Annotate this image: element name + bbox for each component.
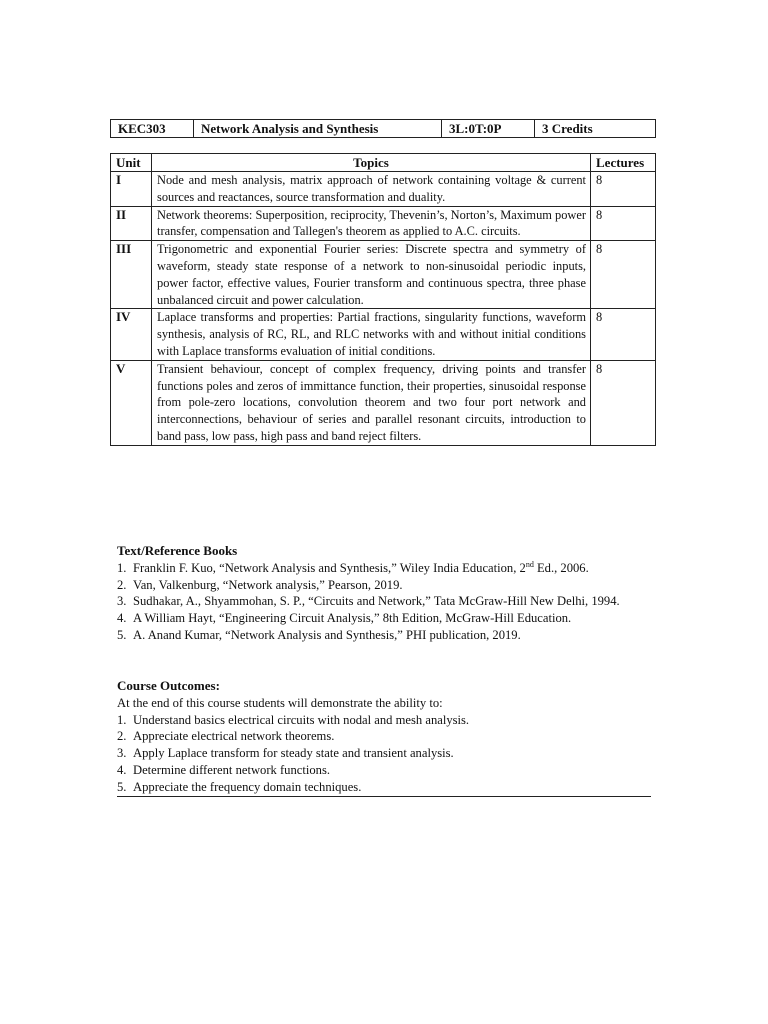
books-section bbox=[117, 543, 650, 644]
syllabus-row-unit-4 bbox=[111, 309, 656, 360]
outcome-item bbox=[117, 762, 650, 779]
book-item bbox=[117, 560, 650, 577]
book-text: A William Hayt, “Engineering Circuit Analysis,” 8th Edition, McGraw-Hill Education. bbox=[133, 611, 572, 626]
course-header-row bbox=[111, 120, 656, 138]
book-text: A. Anand Kumar, “Network Analysis and Synthesis,” PHI publication, 2019. bbox=[133, 627, 521, 642]
outcome-text: Apply Laplace transform for steady state and transient analysis. bbox=[133, 746, 454, 761]
syllabus-header-row bbox=[111, 154, 656, 172]
unit-number: II bbox=[111, 206, 152, 241]
book-text: Van, Valkenburg, “Network analysis,” Pearson, 2019. bbox=[133, 577, 403, 592]
outcomes-list bbox=[117, 712, 650, 796]
outcome-number: 1. bbox=[117, 712, 127, 727]
course-name: Network Analysis and Synthesis bbox=[194, 120, 442, 138]
book-superscript: nd bbox=[525, 559, 534, 569]
outcome-number: 4. bbox=[117, 762, 127, 777]
book-text-end: Ed., 2006. bbox=[533, 560, 589, 575]
book-item bbox=[117, 627, 650, 644]
unit-topics: Transient behaviour, concept of complex frequency, driving points and transfer functions poles and zeros of immittance function, their properties, sinusoidal response from pole-zero locations, convolution theorem and two four port network and interconnections, behaviour of series and parallel resonant circuits, introduction to band pass, low pass, high pass and band reject filters. bbox=[152, 360, 591, 445]
book-text: Franklin F. Kuo, “Network Analysis and Synthesis,” Wiley India Education, 2 bbox=[133, 560, 526, 575]
unit-number: III bbox=[111, 241, 152, 309]
bottom-divider bbox=[117, 796, 651, 797]
unit-column-header: Unit bbox=[111, 154, 152, 172]
outcome-text: Determine different network functions. bbox=[133, 762, 331, 777]
unit-lectures: 8 bbox=[591, 241, 656, 309]
course-header-table bbox=[110, 119, 656, 138]
syllabus-table bbox=[110, 153, 656, 446]
outcome-text: Understand basics electrical circuits with nodal and mesh analysis. bbox=[133, 712, 470, 727]
outcomes-section bbox=[117, 678, 650, 796]
course-code: KEC303 bbox=[111, 120, 194, 138]
book-number: 1. bbox=[117, 560, 127, 575]
book-item bbox=[117, 577, 650, 594]
unit-number: IV bbox=[111, 309, 152, 360]
unit-lectures: 8 bbox=[591, 360, 656, 445]
book-text: Sudhakar, A., Shyammohan, S. P., “Circuits and Network,” Tata McGraw-Hill New Delhi, 1994. bbox=[133, 594, 620, 609]
outcome-number: 3. bbox=[117, 746, 127, 761]
unit-lectures: 8 bbox=[591, 309, 656, 360]
unit-topics: Node and mesh analysis, matrix approach of network containing voltage & current sources and reactances, source transformation and duality. bbox=[152, 172, 591, 207]
book-item bbox=[117, 593, 650, 610]
book-number: 4. bbox=[117, 611, 127, 626]
syllabus-row-unit-5 bbox=[111, 360, 656, 445]
book-number: 3. bbox=[117, 594, 127, 609]
unit-topics: Network theorems: Superposition, reciprocity, Thevenin’s, Norton’s, Maximum power transfer, compensation and Tallegen's theorem as applied to A.C. circuits. bbox=[152, 206, 591, 241]
book-item bbox=[117, 610, 650, 627]
unit-lectures: 8 bbox=[591, 172, 656, 207]
outcome-item bbox=[117, 779, 650, 796]
outcome-item bbox=[117, 728, 650, 745]
syllabus-row-unit-1 bbox=[111, 172, 656, 207]
book-number: 2. bbox=[117, 577, 127, 592]
outcome-item bbox=[117, 712, 650, 729]
books-title: Text/Reference Books bbox=[117, 543, 238, 558]
unit-lectures: 8 bbox=[591, 206, 656, 241]
outcomes-intro: At the end of this course students will demonstrate the ability to: bbox=[117, 695, 443, 710]
unit-number: V bbox=[111, 360, 152, 445]
books-list bbox=[117, 560, 650, 644]
unit-topics: Laplace transforms and properties: Partial fractions, singularity functions, waveform synthesis, analysis of RC, RL, and RLC networks with and without initial conditions with Laplace transforms evaluation of initial conditions. bbox=[152, 309, 591, 360]
outcome-text: Appreciate electrical network theorems. bbox=[133, 729, 335, 744]
course-ltp: 3L:0T:0P bbox=[442, 120, 535, 138]
outcome-item bbox=[117, 745, 650, 762]
outcome-number: 5. bbox=[117, 779, 127, 794]
outcomes-title: Course Outcomes: bbox=[117, 678, 220, 693]
course-credits: 3 Credits bbox=[535, 120, 656, 138]
outcome-number: 2. bbox=[117, 729, 127, 744]
topics-column-header: Topics bbox=[152, 154, 591, 172]
unit-topics: Trigonometric and exponential Fourier series: Discrete spectra and symmetry of waveform, steady state response of a network to non-sinusoidal periodic inputs, power factor, effective values, Fourier transform and continuous spectra, three phase unbalanced circuit and power calculation. bbox=[152, 241, 591, 309]
book-number: 5. bbox=[117, 627, 127, 642]
lectures-column-header: Lectures bbox=[591, 154, 656, 172]
unit-number: I bbox=[111, 172, 152, 207]
syllabus-row-unit-2 bbox=[111, 206, 656, 241]
syllabus-row-unit-3 bbox=[111, 241, 656, 309]
outcome-text: Appreciate the frequency domain techniques. bbox=[133, 779, 362, 794]
